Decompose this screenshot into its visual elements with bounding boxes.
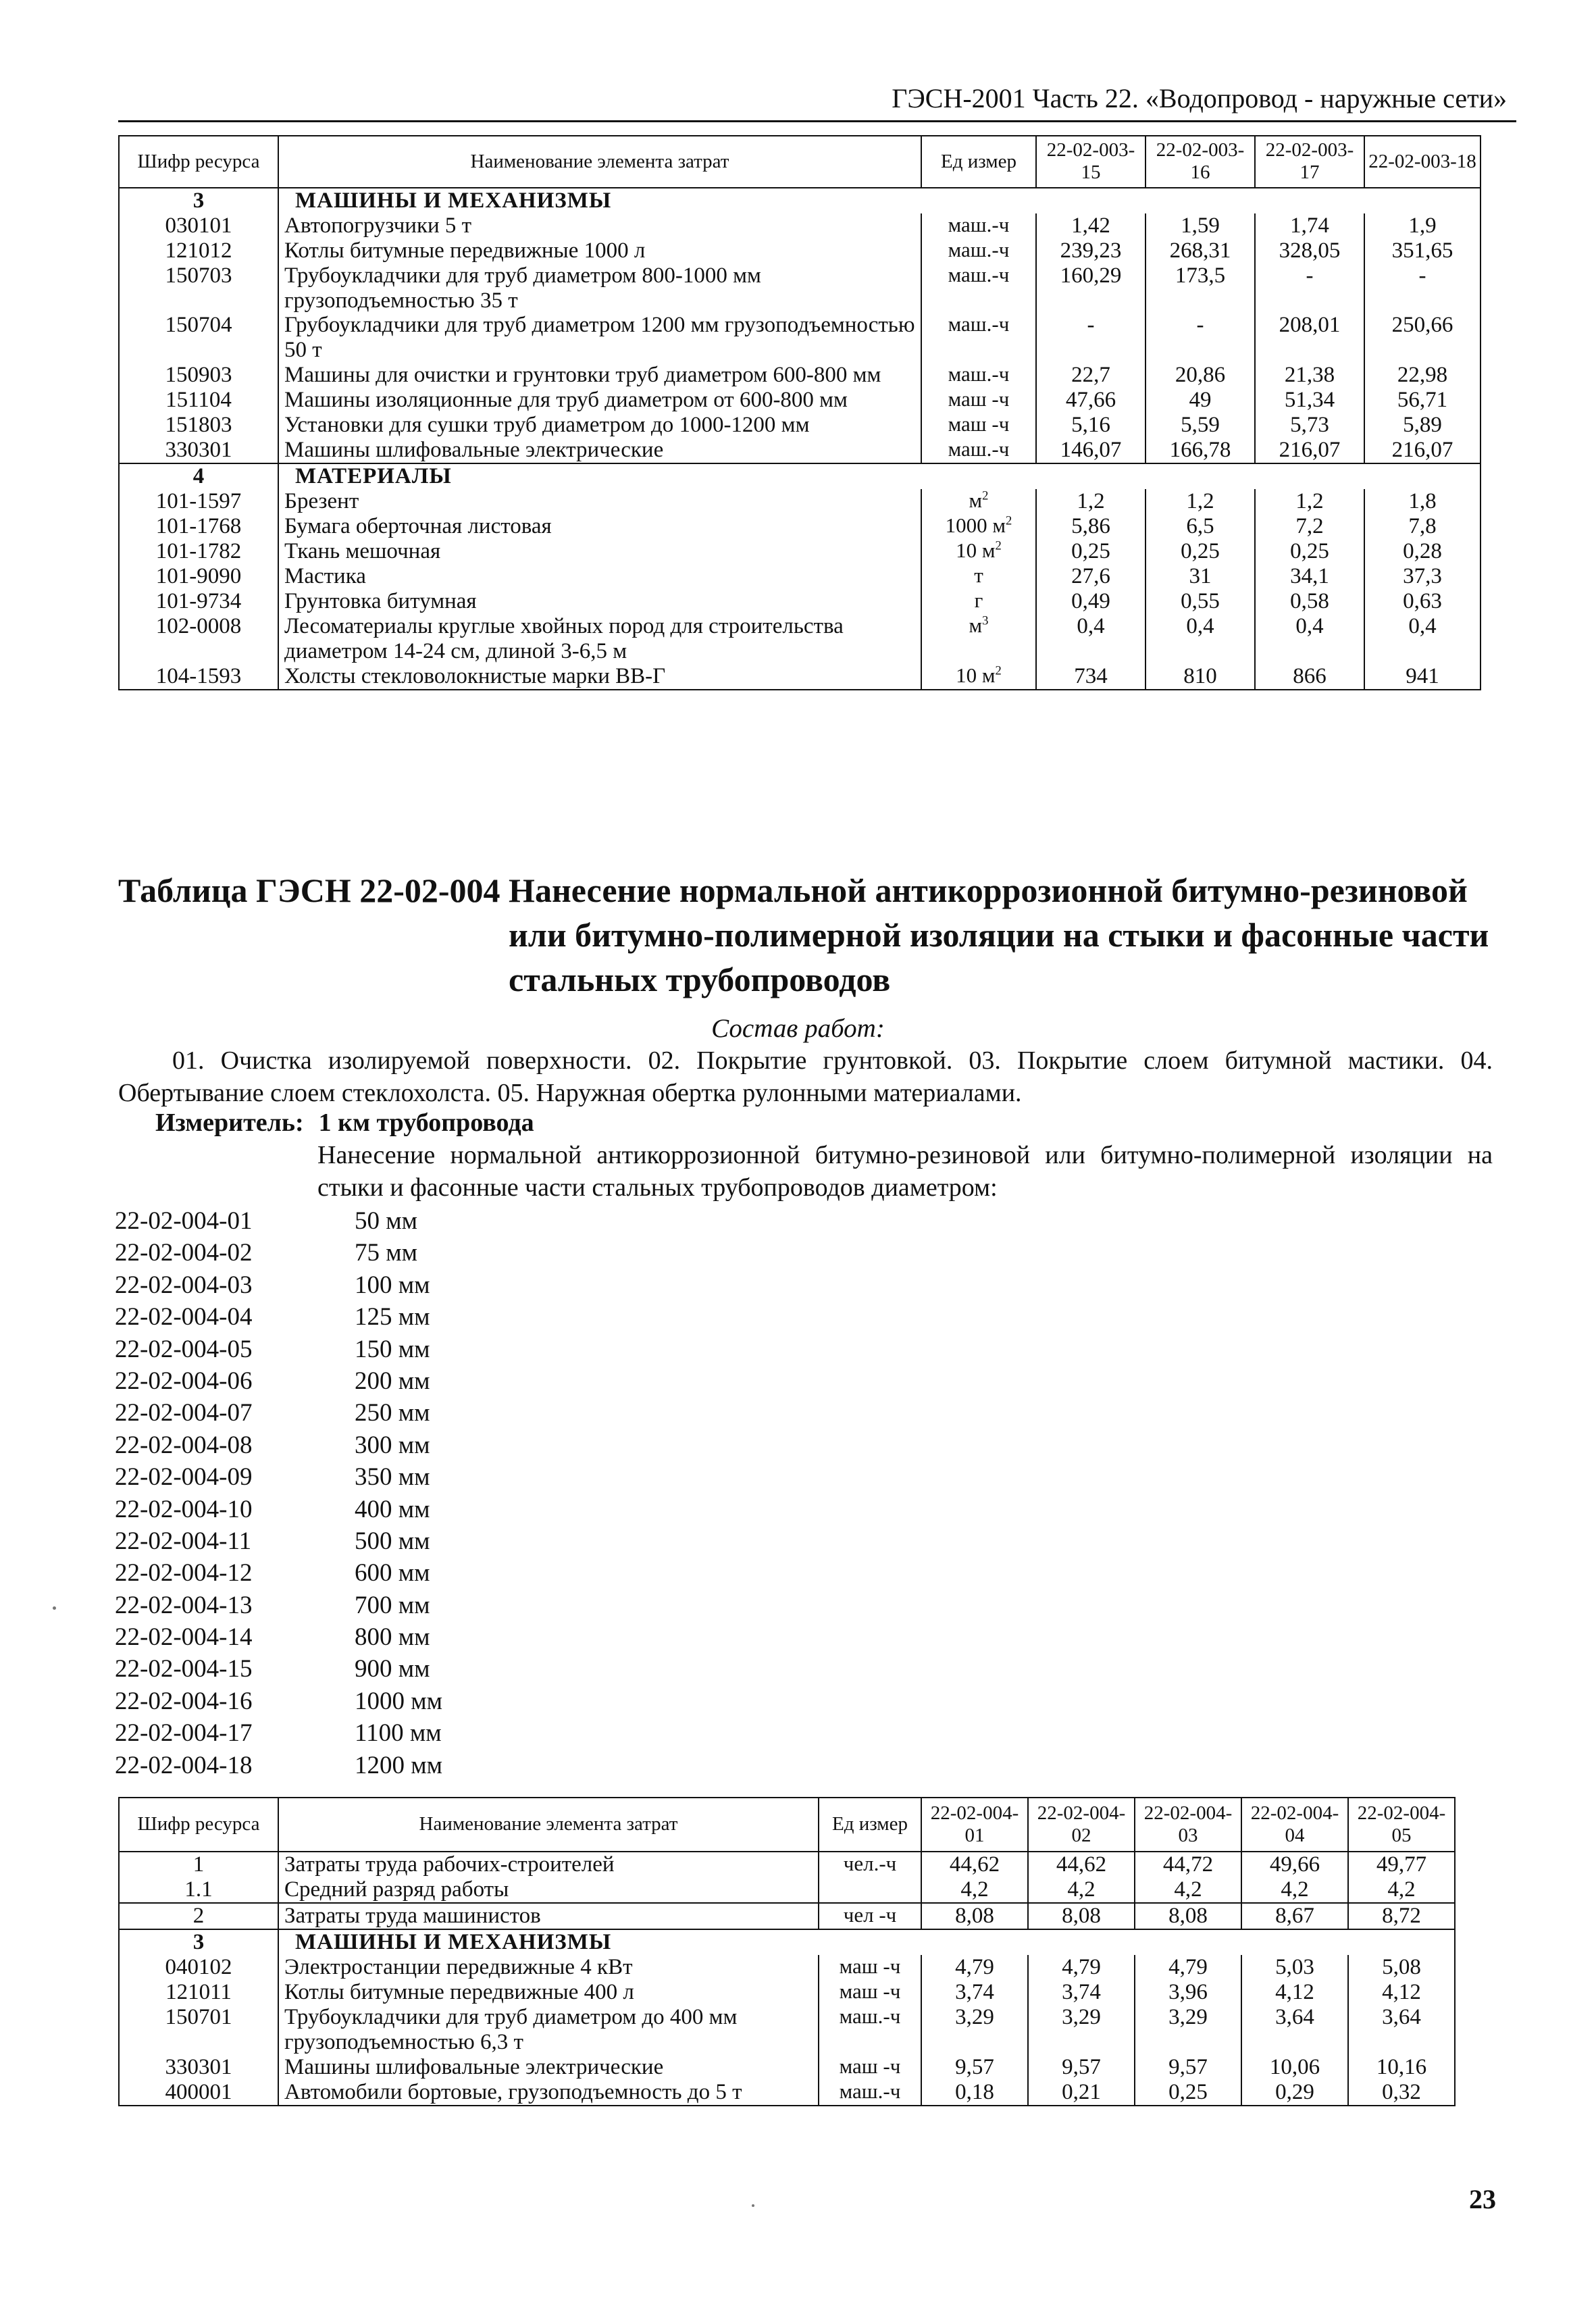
cell-value: 27,6 (1036, 564, 1145, 589)
cell-unit: маш -ч (819, 2055, 921, 2080)
list-item (115, 1398, 442, 1430)
section-row-materials (119, 463, 1481, 489)
cell-value: 208,01 (1255, 313, 1364, 363)
cell-value: 5,73 (1255, 413, 1364, 438)
cell-code: 1 (119, 1852, 278, 1877)
table-row (119, 1903, 1455, 1929)
cell-code: 101-9734 (119, 589, 278, 614)
cell-value: 5,86 (1036, 514, 1145, 539)
col-header-code: Шифр ресурса (119, 136, 278, 188)
cell-value: 4,2 (1241, 1877, 1348, 1903)
table-row (119, 664, 1481, 690)
list-item (115, 1495, 442, 1527)
cell-value: 7,8 (1364, 514, 1481, 539)
cell-value: 1,74 (1255, 213, 1364, 238)
cell-code: 121012 (119, 238, 278, 263)
cell-value: 5,08 (1348, 1955, 1455, 1980)
cell-value: 0,25 (1145, 539, 1255, 564)
list-item (115, 1271, 442, 1302)
cell-name: Холсты стекловолокнистые марки ВВ-Г (278, 664, 921, 690)
cell-value: 0,29 (1241, 2080, 1348, 2106)
diameter: 50 мм (355, 1207, 418, 1235)
norm-code: 22-02-004-07 (115, 1399, 253, 1427)
cell-name: Установки для сушки труб диаметром до 1000-1200 мм (278, 413, 921, 438)
cell-unit: $м^2$ (921, 489, 1036, 514)
cell-unit: маш.-ч (819, 2005, 921, 2055)
cell-value: 3,29 (921, 2005, 1028, 2055)
col-header-norm: 22-02-004-01 (921, 1798, 1028, 1852)
cell-unit: маш -ч (921, 388, 1036, 413)
cell-value: 0,4 (1145, 614, 1255, 664)
table-row (119, 1877, 1455, 1903)
col-header-norm: 22-02-004-05 (1348, 1798, 1455, 1852)
cell-value: 0,32 (1348, 2080, 1455, 2106)
col-header-norm: 22-02-003-18 (1364, 136, 1481, 188)
diameter: 200 мм (355, 1367, 430, 1395)
cell-value: 4,79 (921, 1955, 1028, 1980)
col-header-norm: 22-02-003-17 (1255, 136, 1364, 188)
cell-value: 49,77 (1348, 1852, 1455, 1877)
col-header-norm: 22-02-004-04 (1241, 1798, 1348, 1852)
diameter: 300 мм (355, 1431, 430, 1459)
table-row (119, 489, 1481, 514)
cell-value: - (1145, 313, 1255, 363)
cell-code: 330301 (119, 2055, 278, 2080)
list-item (115, 1654, 442, 1686)
cell-name: Котлы битумные передвижные 400 л (278, 1980, 819, 2005)
title-line-2: или битумно-полимерной изоляции на стыки и фасонные части стальных трубопроводов (509, 916, 1489, 998)
scan-speck (53, 1606, 56, 1610)
cell-code: 150903 (119, 363, 278, 388)
cell-value: 0,4 (1255, 614, 1364, 664)
norm-description: Нанесение нормальной антикоррозионной битумно-резиновой или битумно-полимерной изоляции на стыки и фасонные части стальных трубопроводов диаметром: (317, 1141, 1493, 1202)
cell-value: 0,4 (1364, 614, 1481, 664)
cell-value: 3,29 (1028, 2005, 1135, 2055)
cell-value: 4,79 (1028, 1955, 1135, 1980)
norm-code: 22-02-004-05 (115, 1335, 253, 1363)
cell-value: 49,66 (1241, 1852, 1348, 1877)
diameter: 150 мм (355, 1335, 430, 1363)
table-row (119, 614, 1481, 664)
norm-code: 22-02-004-06 (115, 1367, 253, 1395)
table-row (119, 539, 1481, 564)
table-row (119, 564, 1481, 589)
cell-value: 250,66 (1364, 313, 1481, 363)
list-item (115, 1719, 442, 1750)
cell-name: Автопогрузчики 5 т (278, 213, 921, 238)
cell-unit: маш.-ч (921, 263, 1036, 313)
cell-value: 51,34 (1255, 388, 1364, 413)
col-header-code: Шифр ресурса (119, 1798, 278, 1852)
cell-code: 101-1768 (119, 514, 278, 539)
col-header-norm: 22-02-004-03 (1135, 1798, 1241, 1852)
cell-value: 6,5 (1145, 514, 1255, 539)
cell-name: Машины изоляционные для труб диаметром от 600-800 мм (278, 388, 921, 413)
cell-value: 239,23 (1036, 238, 1145, 263)
norm-code: 22-02-004-17 (115, 1719, 253, 1748)
cell-value: 3,74 (1028, 1980, 1135, 2005)
norm-code: 22-02-004-16 (115, 1687, 253, 1715)
cell-value: 9,57 (921, 2055, 1028, 2080)
diameter: 900 мм (355, 1655, 430, 1683)
section-row-machines (119, 1929, 1455, 1955)
cell-unit: маш.-ч (921, 363, 1036, 388)
cell-code: 1.1 (119, 1877, 278, 1903)
table-row (119, 1980, 1455, 2005)
cell-code: 102-0008 (119, 614, 278, 664)
diameter: 400 мм (355, 1495, 430, 1523)
norm-code: 22-02-004-03 (115, 1271, 253, 1299)
table-row (119, 438, 1481, 463)
cell-name: Мастика (278, 564, 921, 589)
cell-unit: маш.-ч (921, 313, 1036, 363)
cell-value: - (1255, 263, 1364, 313)
cell-value: - (1036, 313, 1145, 363)
cell-value: 4,2 (1348, 1877, 1455, 1903)
cell-code: 150704 (119, 313, 278, 363)
cell-unit: 1000 $м^2$ (921, 514, 1036, 539)
norm-code: 22-02-004-12 (115, 1559, 253, 1587)
table-row (119, 2080, 1455, 2106)
table-row (119, 213, 1481, 238)
diameter: 1200 мм (355, 1751, 443, 1779)
norm-code: 22-02-004-10 (115, 1495, 253, 1523)
table-row (119, 413, 1481, 438)
list-item (115, 1206, 442, 1238)
cell-code: 101-1782 (119, 539, 278, 564)
cell-value: 216,07 (1364, 438, 1481, 463)
section-number: 3 (119, 188, 278, 213)
cell-value: 160,29 (1036, 263, 1145, 313)
table-row (119, 2005, 1455, 2055)
cell-value: 4,12 (1241, 1980, 1348, 2005)
cell-name: Трубоукладчики для труб диаметром 800-1000 мм грузоподъемностью 35 т (278, 263, 921, 313)
cell-value: 1,42 (1036, 213, 1145, 238)
cell-value: 3,64 (1348, 2005, 1455, 2055)
norm-code: 22-02-004-04 (115, 1303, 253, 1331)
section-title: МАТЕРИАЛЫ (278, 463, 1481, 489)
cell-value: 1,59 (1145, 213, 1255, 238)
norm-code: 22-02-004-14 (115, 1623, 253, 1652)
cell-value: 44,72 (1135, 1852, 1241, 1877)
cell-value: 8,08 (1028, 1903, 1135, 1929)
table-header-row (119, 1798, 1455, 1852)
table-row (119, 363, 1481, 388)
cell-value: 56,71 (1364, 388, 1481, 413)
measurement-label: Измеритель: (155, 1109, 304, 1137)
table-row (119, 2055, 1455, 2080)
cell-value: 1,8 (1364, 489, 1481, 514)
section-number: 4 (119, 463, 278, 489)
norm-code: 22-02-004-08 (115, 1431, 253, 1459)
section-row-machines (119, 188, 1481, 213)
measurement-value: 1 км трубопровода (318, 1109, 534, 1137)
cell-value: 9,57 (1028, 2055, 1135, 2080)
diameter: 1100 мм (355, 1719, 442, 1748)
cell-value: 34,1 (1255, 564, 1364, 589)
cell-value: - (1364, 263, 1481, 313)
cell-value: 3,96 (1135, 1980, 1241, 2005)
cell-unit: маш.-ч (819, 2080, 921, 2106)
cell-value: 37,3 (1364, 564, 1481, 589)
table-row (119, 313, 1481, 363)
cell-unit: маш.-ч (921, 213, 1036, 238)
list-item (115, 1687, 442, 1719)
col-header-name: Наименование элемента затрат (278, 1798, 819, 1852)
cell-name: Брезент (278, 489, 921, 514)
cell-value: 0,63 (1364, 589, 1481, 614)
cell-unit: $м^3$ (921, 614, 1036, 664)
cell-value: 10,16 (1348, 2055, 1455, 2080)
cell-name: Затраты труда рабочих-строителей (278, 1852, 819, 1877)
diameter: 100 мм (355, 1271, 430, 1299)
diameter: 700 мм (355, 1591, 430, 1619)
cell-value: 173,5 (1145, 263, 1255, 313)
diameter: 600 мм (355, 1559, 430, 1587)
cell-value: 3,74 (921, 1980, 1028, 2005)
cell-unit: маш -ч (819, 1980, 921, 2005)
cell-value: 0,18 (921, 2080, 1028, 2106)
cell-value: 328,05 (1255, 238, 1364, 263)
col-header-unit: Ед измер (819, 1798, 921, 1852)
cell-value: 4,12 (1348, 1980, 1455, 2005)
header-title: ГЭСН-2001 Часть 22. «Водопровод - наружные сети» (892, 83, 1507, 113)
col-header-norm: 22-02-004-02 (1028, 1798, 1135, 1852)
diameter: 75 мм (355, 1239, 418, 1267)
table-row (119, 238, 1481, 263)
cell-value: 734 (1036, 664, 1145, 690)
cell-value: 8,72 (1348, 1903, 1455, 1929)
table-row (119, 388, 1481, 413)
cell-unit: маш.-ч (921, 438, 1036, 463)
cell-value: 44,62 (1028, 1852, 1135, 1877)
norm-code-list (115, 1206, 442, 1783)
measurement-unit (155, 1108, 534, 1138)
col-header-name: Наименование элемента затрат (278, 136, 921, 188)
cell-unit: т (921, 564, 1036, 589)
norm-code: 22-02-004-15 (115, 1655, 253, 1683)
page-number: 23 (1469, 2184, 1496, 2214)
diameter: 1000 мм (355, 1687, 443, 1715)
cell-value: 351,65 (1364, 238, 1481, 263)
section-title: МАШИНЫ И МЕХАНИЗМЫ (278, 1929, 1455, 1955)
cell-code: 400001 (119, 2080, 278, 2106)
list-item (115, 1591, 442, 1623)
cell-name: Электростанции передвижные 4 кВт (278, 1955, 819, 1980)
cell-value: 3,29 (1135, 2005, 1241, 2055)
cell-value: 0,25 (1255, 539, 1364, 564)
table-title (118, 868, 1516, 1002)
cell-code: 330301 (119, 438, 278, 463)
cell-value: 810 (1145, 664, 1255, 690)
table-row (119, 263, 1481, 313)
list-item (115, 1751, 442, 1783)
cell-value: 5,16 (1036, 413, 1145, 438)
cell-unit (819, 1877, 921, 1903)
cell-name: Машины шлифовальные электрические (278, 2055, 819, 2080)
cell-value: 0,25 (1036, 539, 1145, 564)
cell-value: 47,66 (1036, 388, 1145, 413)
resource-table-004 (118, 1797, 1456, 2106)
cell-name: Ткань мешочная (278, 539, 921, 564)
cell-unit: маш -ч (921, 413, 1036, 438)
cell-value: 5,89 (1364, 413, 1481, 438)
list-item (115, 1558, 442, 1590)
cell-code: 030101 (119, 213, 278, 238)
cell-value: 4,2 (921, 1877, 1028, 1903)
cell-code: 104-1593 (119, 664, 278, 690)
list-item (115, 1302, 442, 1334)
cell-code: 151104 (119, 388, 278, 413)
cell-value: 4,2 (1028, 1877, 1135, 1903)
work-composition-heading: Состав работ: (711, 1014, 885, 1043)
cell-value: 0,58 (1255, 589, 1364, 614)
page-header (118, 80, 1516, 122)
cell-value: 9,57 (1135, 2055, 1241, 2080)
cell-value: 22,7 (1036, 363, 1145, 388)
cell-value: 8,08 (921, 1903, 1028, 1929)
cell-code: 150701 (119, 2005, 278, 2055)
cell-value: 941 (1364, 664, 1481, 690)
cell-name: Машины шлифовальные электрические (278, 438, 921, 463)
cell-value: 1,2 (1036, 489, 1145, 514)
cell-code: 040102 (119, 1955, 278, 1980)
cell-value: 4,2 (1135, 1877, 1241, 1903)
cell-value: 44,62 (921, 1852, 1028, 1877)
cell-value: 216,07 (1255, 438, 1364, 463)
cell-unit: г (921, 589, 1036, 614)
table-row (119, 589, 1481, 614)
diameter: 500 мм (355, 1527, 430, 1555)
cell-name: Затраты труда машинистов (278, 1903, 819, 1929)
scan-speck (752, 2204, 754, 2207)
cell-name: Грубоукладчики для труб диаметром 1200 мм грузоподъемностью 50 т (278, 313, 921, 363)
cell-value: 166,78 (1145, 438, 1255, 463)
cell-value: 20,86 (1145, 363, 1255, 388)
cell-unit: 10 $м^2$ (921, 539, 1036, 564)
cell-name: Средний разряд работы (278, 1877, 819, 1903)
cell-name: Котлы битумные передвижные 1000 л (278, 238, 921, 263)
norm-code: 22-02-004-02 (115, 1239, 253, 1267)
work-composition-text: 01. Очистка изолируемой поверхности. 02. Покрытие грунтовкой. 03. Покрытие слоем битумной мастики. 04. Обертывание слоем стеклохолста. 05. Наружная обертка рулонными материалами. (118, 1046, 1493, 1108)
col-header-unit: Ед измер (921, 136, 1036, 188)
cell-value: 1,2 (1145, 489, 1255, 514)
cell-value: 866 (1255, 664, 1364, 690)
resource-table-003 (118, 135, 1481, 690)
cell-unit: маш -ч (819, 1955, 921, 1980)
cell-value: 0,55 (1145, 589, 1255, 614)
list-item (115, 1238, 442, 1270)
col-header-norm: 22-02-003-16 (1145, 136, 1255, 188)
cell-code: 101-1597 (119, 489, 278, 514)
list-item (115, 1463, 442, 1494)
cell-code: 101-9090 (119, 564, 278, 589)
cell-value: 5,03 (1241, 1955, 1348, 1980)
list-item (115, 1431, 442, 1463)
cell-code: 151803 (119, 413, 278, 438)
list-item (115, 1367, 442, 1398)
table-row (119, 1955, 1455, 1980)
table-row (119, 514, 1481, 539)
diameter: 125 мм (355, 1303, 430, 1331)
table-row (119, 1852, 1455, 1877)
table-header-row (119, 136, 1481, 188)
section-number: 3 (119, 1929, 278, 1955)
cell-unit: чел -ч (819, 1903, 921, 1929)
cell-code: 2 (119, 1903, 278, 1929)
title-line-1: Таблица ГЭСН 22-02-004 Нанесение нормальной антикоррозионной битумно-резиновой (118, 871, 1468, 909)
norm-code: 22-02-004-09 (115, 1463, 253, 1492)
diameter: 250 мм (355, 1399, 430, 1427)
cell-value: 0,25 (1135, 2080, 1241, 2106)
diameter: 800 мм (355, 1623, 430, 1652)
cell-value: 0,28 (1364, 539, 1481, 564)
cell-name: Трубоукладчики для труб диаметром до 400 мм грузоподъемностью 6,3 т (278, 2005, 819, 2055)
cell-name: Автомобили бортовые, грузоподъемность до 5 т (278, 2080, 819, 2106)
cell-value: 31 (1145, 564, 1255, 589)
cell-value: 268,31 (1145, 238, 1255, 263)
cell-name: Машины для очистки и грунтовки труб диаметром 600-800 мм (278, 363, 921, 388)
cell-unit: маш.-ч (921, 238, 1036, 263)
cell-value: 1,2 (1255, 489, 1364, 514)
cell-name: Лесоматериалы круглые хвойных пород для строительства диаметром 14-24 см, длиной 3-6,5 м (278, 614, 921, 664)
cell-value: 21,38 (1255, 363, 1364, 388)
cell-unit: 10 $м^2$ (921, 664, 1036, 690)
cell-unit: чел.-ч (819, 1852, 921, 1877)
list-item (115, 1527, 442, 1558)
norm-code: 22-02-004-01 (115, 1207, 253, 1235)
list-item (115, 1623, 442, 1654)
list-item (115, 1335, 442, 1367)
cell-value: 7,2 (1255, 514, 1364, 539)
cell-value: 0,4 (1036, 614, 1145, 664)
cell-value: 10,06 (1241, 2055, 1348, 2080)
cell-value: 146,07 (1036, 438, 1145, 463)
norm-code: 22-02-004-13 (115, 1591, 253, 1619)
cell-value: 4,79 (1135, 1955, 1241, 1980)
col-header-norm: 22-02-003-15 (1036, 136, 1145, 188)
norm-code: 22-02-004-11 (115, 1527, 252, 1555)
cell-value: 8,67 (1241, 1903, 1348, 1929)
cell-code: 121011 (119, 1980, 278, 2005)
section-title: МАШИНЫ И МЕХАНИЗМЫ (278, 188, 1481, 213)
cell-value: 3,64 (1241, 2005, 1348, 2055)
norm-code: 22-02-004-18 (115, 1751, 253, 1779)
cell-name: Бумага оберточная листовая (278, 514, 921, 539)
cell-value: 0,49 (1036, 589, 1145, 614)
cell-value: 1,9 (1364, 213, 1481, 238)
cell-value: 8,08 (1135, 1903, 1241, 1929)
cell-value: 0,21 (1028, 2080, 1135, 2106)
diameter: 350 мм (355, 1463, 430, 1492)
cell-value: 5,59 (1145, 413, 1255, 438)
cell-value: 49 (1145, 388, 1255, 413)
cell-name: Грунтовка битумная (278, 589, 921, 614)
cell-code: 150703 (119, 263, 278, 313)
cell-value: 22,98 (1364, 363, 1481, 388)
